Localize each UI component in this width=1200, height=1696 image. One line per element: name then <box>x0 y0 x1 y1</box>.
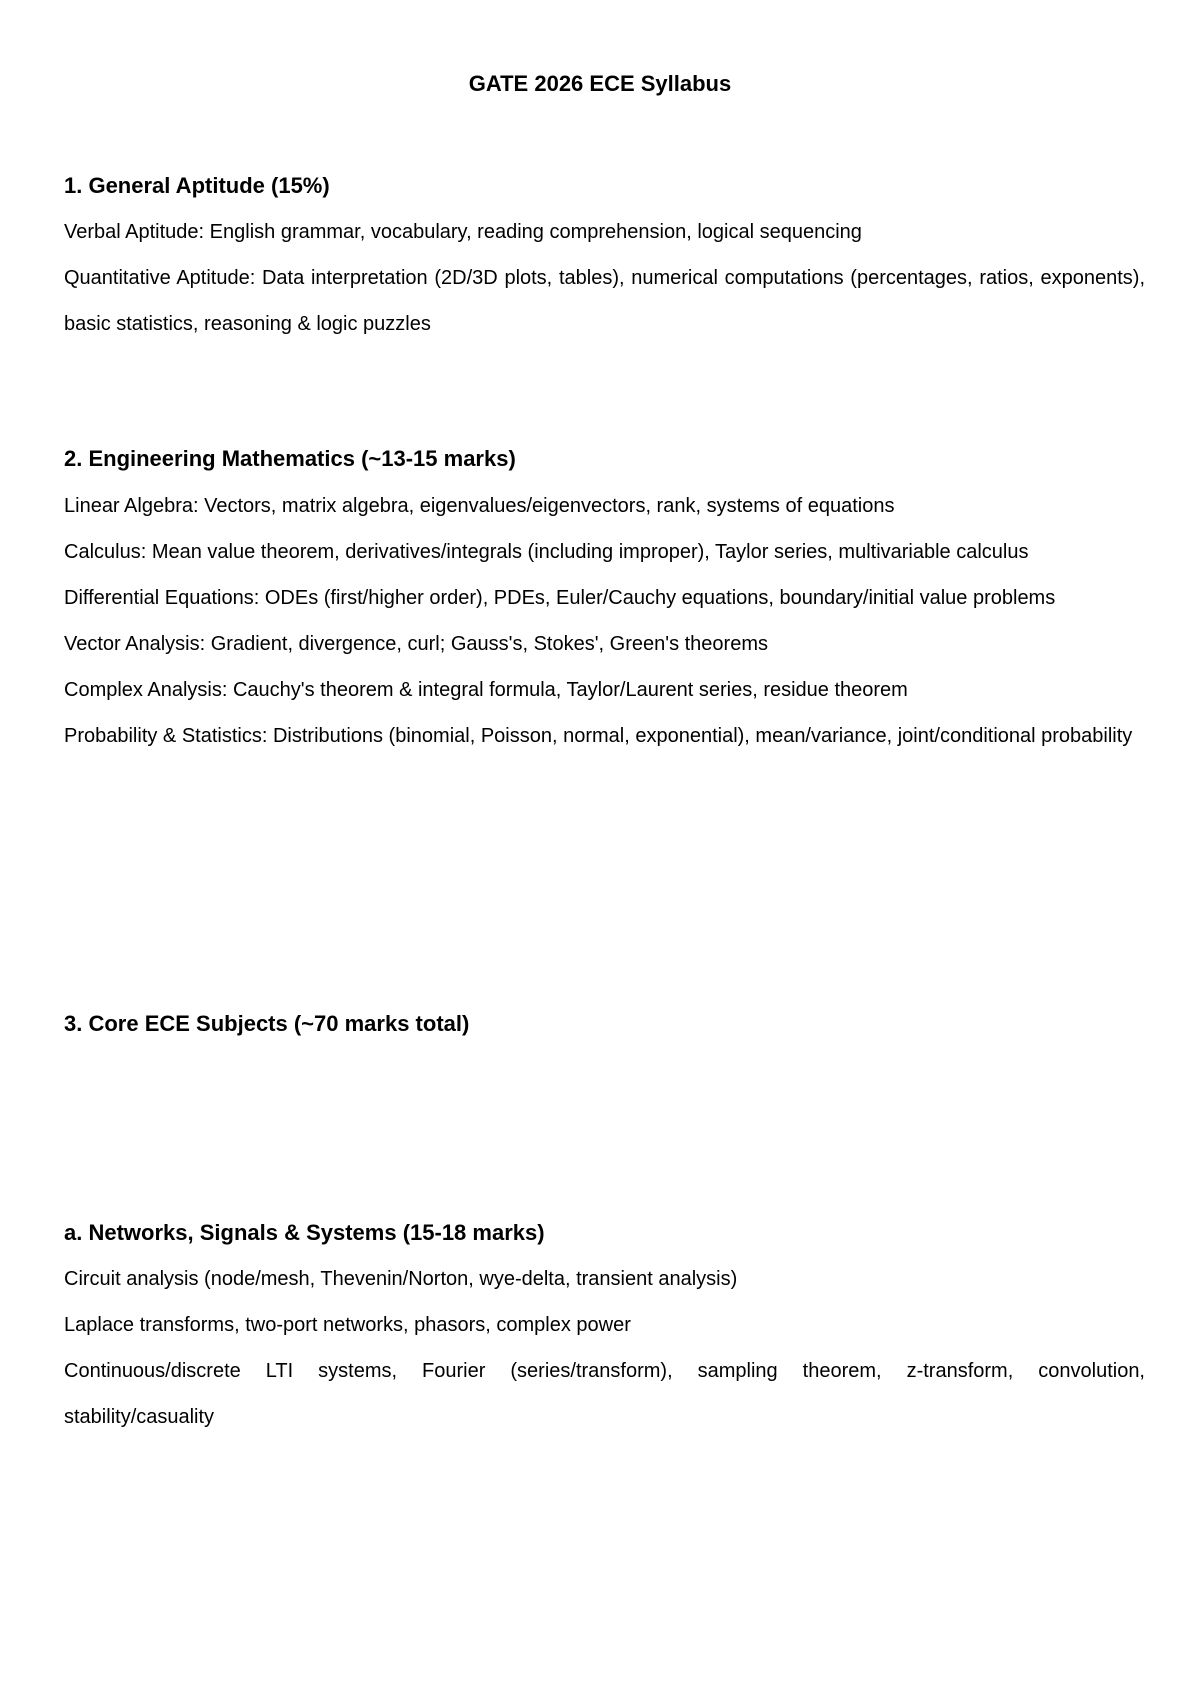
subsection-heading-networks-signals-systems: a. Networks, Signals & Systems (15-18 marks) <box>64 1220 545 1245</box>
page-title: GATE 2026 ECE Syllabus <box>468 71 732 96</box>
section-heading-core-ece: 3. Core ECE Subjects (~70 marks total) <box>64 1011 470 1036</box>
laplace-transforms-line: Laplace transforms, two-port networks, phasors, complex power <box>64 1314 631 1336</box>
section-heading-engineering-mathematics: 2. Engineering Mathematics (~13-15 marks) <box>64 446 516 471</box>
linear-algebra-line: Linear Algebra: Vectors, matrix algebra, eigenvalues/eigenvectors, rank, systems of equations <box>64 495 895 517</box>
engineering-mathematics-content <box>64 483 1145 759</box>
probability-statistics-line: Probability & Statistics: Distributions (binomial, Poisson, normal, exponential), mean/variance, joint/conditional probability <box>64 725 1133 747</box>
general-aptitude-content <box>64 209 1145 347</box>
quantitative-aptitude-line: Quantitative Aptitude: Data interpretation (2D/3D plots, tables), numerical computations (percentages, ratios, exponents), basic statistics, reasoning & logic puzzles <box>64 267 1145 335</box>
circuit-analysis-line: Circuit analysis (node/mesh, Thevenin/Norton, wye-delta, transient analysis) <box>64 1268 738 1290</box>
lti-systems-line: Continuous/discrete LTI systems, Fourier (series/transform), sampling theorem, z-transform, convolution, stability/casuality <box>64 1360 1145 1428</box>
networks-signals-systems-content <box>64 1256 1145 1440</box>
complex-analysis-line: Complex Analysis: Cauchy's theorem & integral formula, Taylor/Laurent series, residue theorem <box>64 679 908 701</box>
vector-analysis-line: Vector Analysis: Gradient, divergence, curl; Gauss's, Stokes', Green's theorems <box>64 633 768 655</box>
calculus-line: Calculus: Mean value theorem, derivatives/integrals (including improper), Taylor series, multivariable calculus <box>64 541 1029 563</box>
section-heading-general-aptitude: 1. General Aptitude (15%) <box>64 173 330 198</box>
verbal-aptitude-line: Verbal Aptitude: English grammar, vocabulary, reading comprehension, logical sequencing <box>64 221 862 243</box>
differential-equations-line: Differential Equations: ODEs (first/higher order), PDEs, Euler/Cauchy equations, boundary/initial value problems <box>64 587 1056 609</box>
